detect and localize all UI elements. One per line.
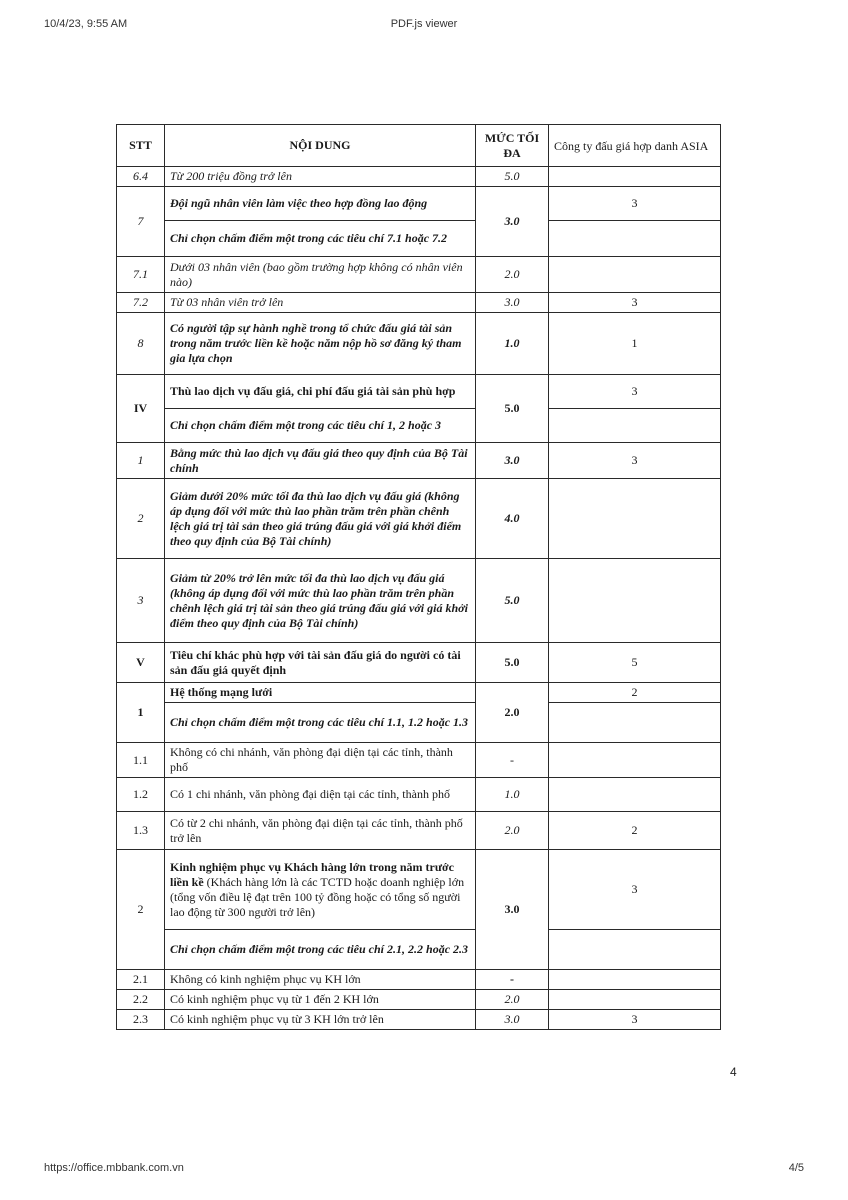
row-score: 1 <box>549 313 721 375</box>
row-max: 2.0 <box>476 990 549 1010</box>
table-row <box>117 167 721 187</box>
row-stt: 2 <box>117 850 165 970</box>
table-row <box>117 990 721 1010</box>
row-score-empty <box>549 703 721 743</box>
row-content: Có 1 chi nhánh, văn phòng đại diện tại các tỉnh, thành phố <box>165 778 476 812</box>
row-content: Từ 03 nhân viên trở lên <box>165 293 476 313</box>
row-score: 3 <box>549 375 721 409</box>
row-max: 3.0 <box>476 293 549 313</box>
row-content-rest: (Khách hàng lớn là các TCTD hoặc doanh nghiệp lớn (tổng vốn điều lệ đạt trên 100 tỷ đồng hoặc có tổng số người lao động từ 300 người trở lên) <box>170 874 465 919</box>
row-stt: 2 <box>117 479 165 559</box>
table-row <box>117 850 721 930</box>
row-stt: 8 <box>117 313 165 375</box>
row-stt: 7.2 <box>117 293 165 313</box>
row-sub-content: Chỉ chọn chấm điểm một trong các tiêu chí 1.1, 1.2 hoặc 1.3 <box>165 703 476 743</box>
table-row <box>117 313 721 375</box>
table-row <box>117 970 721 990</box>
row-stt: 1 <box>117 443 165 479</box>
row-max: 3.0 <box>476 443 549 479</box>
print-timestamp: 10/4/23, 9:55 AM <box>44 18 128 30</box>
table-row-sub <box>117 703 721 743</box>
row-content: Bằng mức thù lao dịch vụ đấu giá theo quy định của Bộ Tài chính <box>165 443 476 479</box>
row-score: 3 <box>549 850 721 930</box>
row-stt: 6.4 <box>117 167 165 187</box>
row-max: 2.0 <box>476 257 549 293</box>
row-content: Dưới 03 nhân viên (bao gồm trường hợp không có nhân viên nào) <box>165 257 476 293</box>
row-stt: 2.1 <box>117 970 165 990</box>
row-stt: 1 <box>117 683 165 743</box>
row-score <box>549 970 721 990</box>
header-content: NỘI DUNG <box>165 125 476 167</box>
table-row <box>117 559 721 643</box>
row-sub-content: Chỉ chọn chấm điểm một trong các tiêu chí 2.1, 2.2 hoặc 2.3 <box>165 930 476 970</box>
row-max: - <box>476 743 549 778</box>
row-max: 1.0 <box>476 778 549 812</box>
row-score <box>549 778 721 812</box>
table-row <box>117 683 721 703</box>
table-row <box>117 743 721 778</box>
row-max: 3.0 <box>476 187 549 257</box>
row-stt: 2.2 <box>117 990 165 1010</box>
row-max: 2.0 <box>476 812 549 850</box>
table-row <box>117 643 721 683</box>
row-content: Có người tập sự hành nghề trong tổ chức đấu giá tài sản trong năm trước liền kề hoặc năm nộp hồ sơ đăng ký tham gia lựa chọn <box>165 313 476 375</box>
row-content: Giảm dưới 20% mức tối đa thù lao dịch vụ đấu giá (không áp dụng đối với mức thù lao phần trăm trên phần chênh lệch giá trị tài sản theo giá trúng đấu giá với giá khởi điểm theo quy định của Bộ Tài chính) <box>165 479 476 559</box>
table-row <box>117 443 721 479</box>
row-score: 3 <box>549 187 721 221</box>
page-indicator: 4/5 <box>788 1162 804 1174</box>
row-stt: 1.1 <box>117 743 165 778</box>
row-max: 3.0 <box>476 1010 549 1030</box>
row-stt: 3 <box>117 559 165 643</box>
table-row <box>117 293 721 313</box>
row-score <box>549 479 721 559</box>
row-score-empty <box>549 409 721 443</box>
row-content: Tiêu chí khác phù hợp với tài sản đấu giá do người có tài sản đấu giá quyết định <box>165 643 476 683</box>
row-max: 5.0 <box>476 643 549 683</box>
row-content: Có từ 2 chi nhánh, văn phòng đại diện tại các tỉnh, thành phố trở lên <box>165 812 476 850</box>
table-row-sub <box>117 409 721 443</box>
table-row <box>117 812 721 850</box>
row-stt: 2.3 <box>117 1010 165 1030</box>
browser-title: PDF.js viewer <box>390 18 458 30</box>
row-max: - <box>476 970 549 990</box>
row-score: 3 <box>549 293 721 313</box>
table-row <box>117 1010 721 1030</box>
row-sub-content: Chỉ chọn chấm điểm một trong các tiêu chí 7.1 hoặc 7.2 <box>165 221 476 257</box>
row-max: 3.0 <box>476 850 549 970</box>
row-stt: 7 <box>117 187 165 257</box>
row-score <box>549 167 721 187</box>
row-stt: 7.1 <box>117 257 165 293</box>
row-score: 2 <box>549 812 721 850</box>
table-row <box>117 479 721 559</box>
row-max: 4.0 <box>476 479 549 559</box>
row-max: 5.0 <box>476 559 549 643</box>
row-score <box>549 257 721 293</box>
table-row-sub <box>117 221 721 257</box>
row-score-empty <box>549 930 721 970</box>
row-content: Đội ngũ nhân viên làm việc theo hợp đồng lao động <box>165 187 476 221</box>
table-row <box>117 257 721 293</box>
header-max: MỨC TỐI ĐA <box>476 125 549 167</box>
row-content: Giảm từ 20% trở lên mức tối đa thù lao dịch vụ đấu giá (không áp dụng đối với mức thù lao phần trăm trên phần chênh lệch giá trị tài sản theo giá trúng đấu giá với giá khởi điểm theo quy định của Bộ Tài chính) <box>165 559 476 643</box>
row-stt: 1.2 <box>117 778 165 812</box>
row-content: Từ 200 triệu đồng trở lên <box>165 167 476 187</box>
row-score: 3 <box>549 443 721 479</box>
table-row <box>117 375 721 409</box>
row-max: 2.0 <box>476 683 549 743</box>
header-company: Công ty đấu giá hợp danh ASIA <box>549 125 721 167</box>
table-header-row <box>117 125 721 167</box>
row-score <box>549 990 721 1010</box>
row-stt: V <box>117 643 165 683</box>
row-score: 5 <box>549 643 721 683</box>
row-content: Không có chi nhánh, văn phòng đại diện tại các tỉnh, thành phố <box>165 743 476 778</box>
row-stt: IV <box>117 375 165 443</box>
row-content: Không có kinh nghiệm phục vụ KH lớn <box>165 970 476 990</box>
row-score: 3 <box>549 1010 721 1030</box>
page-url: https://office.mbbank.com.vn <box>44 1162 184 1174</box>
row-max: 5.0 <box>476 167 549 187</box>
document-page-number: 4 <box>730 1065 737 1079</box>
row-content: Có kinh nghiệm phục vụ từ 3 KH lớn trở lên <box>165 1010 476 1030</box>
row-max: 5.0 <box>476 375 549 443</box>
row-max: 1.0 <box>476 313 549 375</box>
row-content-bold: Kinh nghiệm phục vụ Khách hàng lớn trong năm trước liền kề <box>170 859 454 889</box>
row-sub-content: Chỉ chọn chấm điểm một trong các tiêu chí 1, 2 hoặc 3 <box>165 409 476 443</box>
scoring-table <box>116 124 721 1030</box>
table-row-sub <box>117 930 721 970</box>
row-stt: 1.3 <box>117 812 165 850</box>
row-content: Hệ thống mạng lưới <box>165 683 476 703</box>
header-stt: STT <box>117 125 165 167</box>
row-score: 2 <box>549 683 721 703</box>
row-score-empty <box>549 221 721 257</box>
row-content <box>165 850 476 930</box>
row-content: Có kinh nghiệm phục vụ từ 1 đến 2 KH lớn <box>165 990 476 1010</box>
row-score <box>549 743 721 778</box>
row-score <box>549 559 721 643</box>
table-row <box>117 187 721 221</box>
table-row <box>117 778 721 812</box>
row-content: Thù lao dịch vụ đấu giá, chi phí đấu giá tài sản phù hợp <box>165 375 476 409</box>
